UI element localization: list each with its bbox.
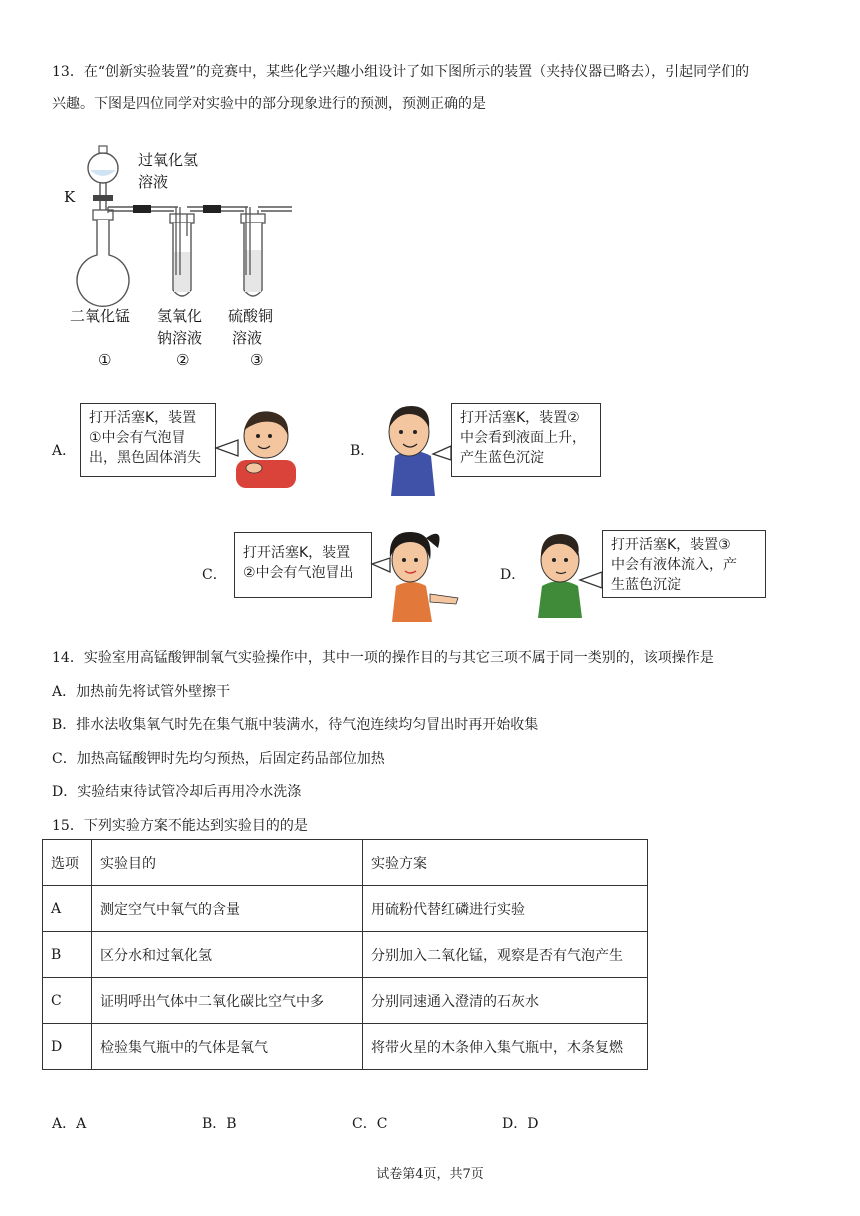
q13-stem-line2: 兴趣。下图是四位同学对实验中的部分现象进行的预测，预测正确的是 xyxy=(52,96,486,112)
q15-answer-b: B．B xyxy=(202,1116,237,1132)
option-d-line: 生蓝色沉淀 xyxy=(611,577,681,593)
q14-option-d: D．实验结束待试管冷却后再用冷水洗涤 xyxy=(52,784,302,800)
vessel3-label-1: 硫酸铜 xyxy=(228,307,274,325)
table-cell: 用硫粉代替红磷进行实验 xyxy=(363,886,648,932)
valve-label: K xyxy=(64,188,76,206)
table-cell: 区分水和过氧化氢 xyxy=(92,932,363,978)
separatory-funnel xyxy=(88,153,118,183)
table-cell: C xyxy=(43,978,92,1024)
q15-answer-c: C．C xyxy=(352,1116,388,1132)
table-row xyxy=(43,932,648,978)
table-cell: A xyxy=(43,886,92,932)
table-row xyxy=(43,886,648,932)
q15-table xyxy=(42,839,648,1070)
table-header-cell: 实验方案 xyxy=(363,840,648,886)
option-b-letter: B． xyxy=(350,443,375,459)
q15-stem: 15．下列实验方案不能达到实验目的的是 xyxy=(52,818,308,834)
q14-option-c: C．加热高锰酸钾时先均匀预热，后固定药品部位加热 xyxy=(52,751,385,767)
q14-stem: 14．实验室用高锰酸钾制氧气实验操作中，其中一项的操作目的与其它三项不属于同一类别的，该项操作是 xyxy=(52,650,714,666)
vessel2-label-1: 氢氧化 xyxy=(157,307,203,325)
option-c-letter: C． xyxy=(202,567,227,583)
q14-option-a: A．加热前先将试管外壁擦干 xyxy=(52,684,231,700)
q15-answer-a: A．A xyxy=(52,1116,87,1132)
option-b-line: 中会看到液面上升， xyxy=(460,430,586,446)
funnel-label-2: 溶液 xyxy=(138,173,169,191)
option-d-line: 中会有液体流入，产 xyxy=(611,557,737,573)
option-a-line: 打开活塞K，装置 xyxy=(89,410,197,426)
student-a-illustration xyxy=(214,400,304,490)
option-c-line: ②中会有气泡冒出 xyxy=(243,565,354,581)
table-cell: 分别加入二氧化锰，观察是否有气泡产生 xyxy=(363,932,648,978)
student-c-illustration xyxy=(368,524,464,624)
option-a-bubble xyxy=(80,403,216,477)
vessel1-number: ① xyxy=(98,351,112,369)
table-row xyxy=(43,978,648,1024)
table-cell: 测定空气中氧气的含量 xyxy=(92,886,363,932)
vessel3-number: ③ xyxy=(250,351,264,369)
table-cell: 检验集气瓶中的气体是氧气 xyxy=(92,1024,363,1070)
flask-1 xyxy=(77,220,129,306)
student-b-illustration xyxy=(373,400,453,498)
funnel-label-1: 过氧化氢 xyxy=(138,151,199,169)
option-c-line: 打开活塞K，装置 xyxy=(243,545,351,561)
option-b-line: 打开活塞K，装置② xyxy=(460,410,580,426)
option-a-letter: A． xyxy=(52,443,77,459)
vessel3-label-2: 溶液 xyxy=(232,329,263,347)
table-header-row xyxy=(43,840,648,886)
valve-k xyxy=(93,195,113,201)
table-cell: 证明呼出气体中二氧化碳比空气中多 xyxy=(92,978,363,1024)
q15-answer-d: D．D xyxy=(502,1116,539,1132)
table-cell: 将带火星的木条伸入集气瓶中，木条复燃 xyxy=(363,1024,648,1070)
page-footer: 试卷第4页，共7页 xyxy=(376,1167,484,1182)
table-cell: 分别同速通入澄清的石灰水 xyxy=(363,978,648,1024)
q14-option-b: B．排水法收集氧气时先在集气瓶中装满水，待气泡连续均匀冒出时再开始收集 xyxy=(52,717,539,733)
q13-stem-line1: 13．在“创新实验装置”的竞赛中，某些化学兴趣小组设计了如下图所示的装置（夹持仪器已略去），引起同学们的 xyxy=(52,64,750,80)
option-d-letter: D． xyxy=(500,567,526,583)
table-cell: D xyxy=(43,1024,92,1070)
option-d-line: 打开活塞K，装置③ xyxy=(611,537,731,553)
option-d-bubble xyxy=(602,530,766,598)
option-c-bubble xyxy=(234,532,372,598)
option-a-line: ①中会有气泡冒 xyxy=(89,430,186,446)
student-d-illustration xyxy=(526,528,606,620)
vessel1-label: 二氧化锰 xyxy=(70,307,131,325)
option-a-line: 出，黑色固体消失 xyxy=(89,450,201,466)
vessel2-label-2: 钠溶液 xyxy=(157,329,203,347)
option-b-bubble xyxy=(451,403,601,477)
vessel2-number: ② xyxy=(176,351,190,369)
table-row xyxy=(43,1024,648,1070)
table-cell: B xyxy=(43,932,92,978)
table-header-cell: 选项 xyxy=(43,840,92,886)
option-b-line: 产生蓝色沉淀 xyxy=(460,450,544,466)
table-header-cell: 实验目的 xyxy=(92,840,363,886)
